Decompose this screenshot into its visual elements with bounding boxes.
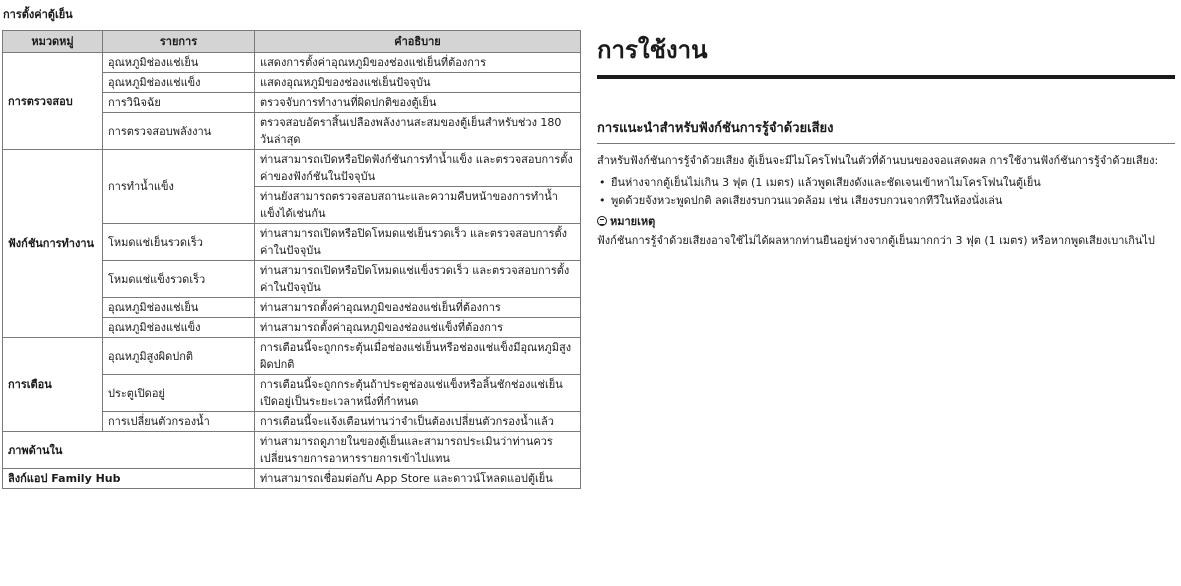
note-heading [597,212,1175,230]
category-cell: การตรวจสอบ [3,53,103,150]
item-cell: อุณหภูมิช่องแช่เย็น [103,298,255,318]
header-item: รายการ [103,31,255,53]
item-cell: การทำน้ำแข็ง [103,150,255,224]
description-cell: แสดงอุณหภูมิของช่องแช่เย็นปัจจุบัน [255,73,581,93]
description-cell: ตรวจจับการทำงานที่ผิดปกติของตู้เย็น [255,93,581,113]
table-row [3,150,581,187]
settings-table [2,30,581,489]
item-cell: อุณหภูมิสูงผิดปกติ [103,338,255,375]
description-cell: ท่านสามารถเปิดหรือปิดโหมดแช่เย็นรวดเร็ว และตรวจสอบการตั้งค่าในปัจจุบัน [255,224,581,261]
item-cell: การวินิจฉัย [103,93,255,113]
description-cell: ท่านสามารถดูภายในของตู้เย็นและสามารถประเมินว่าท่านควรเปลี่ยนรายการอาหารรายการเข้าไปแทน [255,432,581,469]
list-item: • พูดด้วยจังหวะพูดปกติ ลดเสียงรบกวนแวดล้อม เช่น เสียงรบกวนจากทีวีในห้องนั่งเล่น [611,192,1175,210]
header-description: คำอธิบาย [255,31,581,53]
description-cell: การเตือนนี้จะแจ้งเตือนท่านว่าจำเป็นต้องเปลี่ยนตัวกรองน้ำแล้ว [255,412,581,432]
title-divider [597,75,1175,79]
section-heading: การแนะนำสำหรับฟังก์ชันการรู้จำด้วยเสียง [597,117,1175,144]
item-cell: อุณหภูมิช่องแช่เย็น [103,53,255,73]
description-cell: แสดงการตั้งค่าอุณหภูมิของช่องแช่เย็นที่ต้องการ [255,53,581,73]
category-cell: ฟังก์ชันการทำงาน [3,150,103,338]
table-header-row [3,31,581,53]
table-row [3,338,581,375]
item-cell: อุณหภูมิช่องแช่แข็ง [103,73,255,93]
intro-paragraph: สำหรับฟังก์ชันการรู้จำด้วยเสียง ตู้เย็นจะมีไมโครโฟนในตัวที่ด้านบนของจอแสดงผล การใช้งานฟังก์ชันการรู้จำด้วยเสียง: [597,154,1159,167]
item-cell: การตรวจสอบพลังงาน [103,113,255,150]
usage-section [597,30,1175,250]
note-text: ฟังก์ชันการรู้จำด้วยเสียงอาจใช้ไม่ได้ผลหากท่านยืนอยู่ห่างจากตู้เย็นมากกว่า 3 ฟุต (1 เมตร) หรือหากพูดเสียงเบาเกินไป [597,234,1155,247]
item-cell: โหมดแช่เย็นรวดเร็ว [103,224,255,261]
description-cell: การเตือนนี้จะถูกกระตุ้นถ้าประตูช่องแช่แข็งหรือลิ้นชักช่องแช่เย็นเปิดอยู่เป็นระยะเวลาหนึ่งที่กำหนด [255,375,581,412]
description-cell: ท่านสามารถเปิดหรือปิดโหมดแช่แข็งรวดเร็ว และตรวจสอบการตั้งค่าในปัจจุบัน [255,261,581,298]
description-cell: ท่านสามารถตั้งค่าอุณหภูมิของช่องแช่แข็งที่ต้องการ [255,318,581,338]
category-cell: การเตือน [3,338,103,432]
table-row [3,469,581,489]
bullet-list [597,174,1175,210]
table-row [3,53,581,73]
description-cell: ท่านสามารถตั้งค่าอุณหภูมิของช่องแช่เย็นที่ต้องการ [255,298,581,318]
section-title: การตั้งค่าตู้เย็น [3,8,73,21]
description-cell: ท่านสามารถเปิดหรือปิดฟังก์ชันการทำน้ำแข็ง และตรวจสอบการตั้งค่าของฟังก์ชันในปัจจุบัน [255,150,581,187]
item-cell: การเปลี่ยนตัวกรองน้ำ [103,412,255,432]
item-cell: อุณหภูมิช่องแช่แข็ง [103,318,255,338]
category-cell: ภาพด้านใน [3,432,255,469]
note-icon [597,216,607,226]
description-cell: ท่านยังสามารถตรวจสอบสถานะและความคืบหน้าของการทำน้ำแข็งได้เช่นกัน [255,187,581,224]
category-cell: ลิงก์แอป Family Hub [3,469,255,489]
note-label: หมายเหตุ [610,215,656,228]
item-cell: โหมดแช่แข็งรวดเร็ว [103,261,255,298]
page-title: การใช้งาน [597,36,708,64]
item-cell: ประตูเปิดอยู่ [103,375,255,412]
description-cell: ท่านสามารถเชื่อมต่อกับ App Store และดาวน์โหลดแอปตู้เย็น [255,469,581,489]
list-item: • ยืนห่างจากตู้เย็นไม่เกิน 3 ฟุต (1 เมตร) แล้วพูดเสียงดังและชัดเจนเข้าหาไมโครโฟนในตู้เย็น [611,174,1175,192]
description-cell: การเตือนนี้จะถูกกระตุ้นเมื่อช่องแช่เย็นหรือช่องแช่แข็งมีอุณหภูมิสูงผิดปกติ [255,338,581,375]
description-cell: ตรวจสอบอัตราสิ้นเปลืองพลังงานสะสมของตู้เย็นสำหรับช่วง 180 วันล่าสุด [255,113,581,150]
header-category: หมวดหมู่ [3,31,103,53]
table-row [3,432,581,469]
